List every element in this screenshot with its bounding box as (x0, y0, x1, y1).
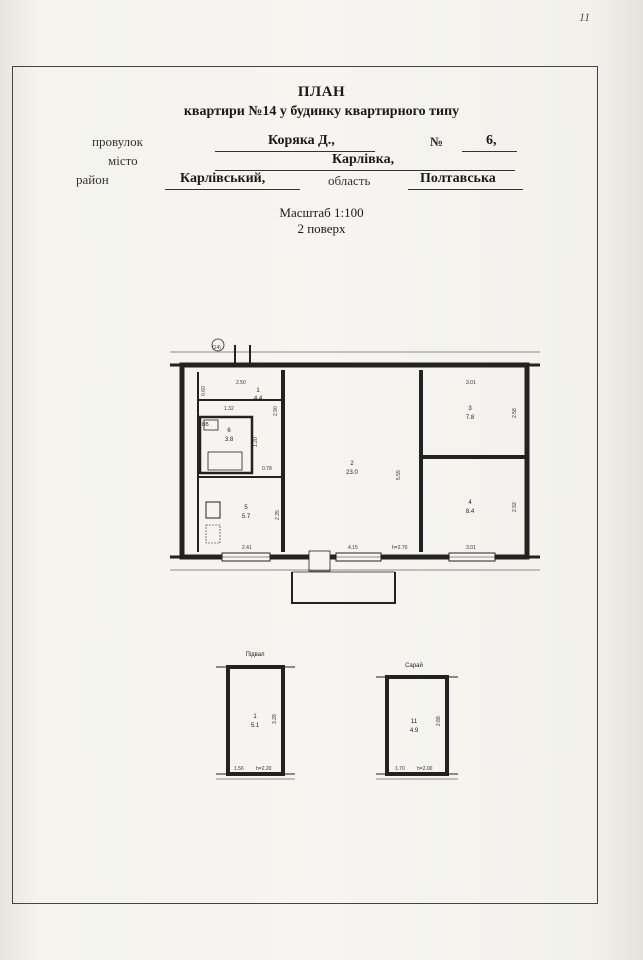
basement-area: 5.1 (250, 723, 260, 729)
number-value: 6, (486, 133, 497, 148)
city-label: місто (108, 153, 138, 168)
basement-plan (216, 652, 295, 779)
room-1-number: 1 (256, 388, 260, 394)
dim-2-58: 2.58 (512, 408, 518, 418)
basement-width: 1.56 (234, 766, 244, 772)
floor-text: 2 поверх (297, 221, 346, 236)
number-label: № (430, 134, 444, 149)
region-label: область (328, 173, 371, 188)
shed-height-h: h=2.00 (417, 766, 433, 772)
shed-plan (376, 662, 458, 779)
dim-3-01-bottom: 3.01 (466, 545, 476, 551)
outer-wall (182, 365, 527, 557)
basement-number: 1 (253, 714, 257, 720)
room-2-area: 23.0 (346, 470, 358, 476)
room-3-number: 3 (468, 406, 472, 412)
room-4-area: 8.4 (465, 509, 475, 515)
page-number: 11 (579, 10, 591, 24)
basement-title: Підвал (245, 652, 265, 658)
room-4-number: 4 (468, 500, 472, 506)
basement-length: 3.28 (272, 714, 278, 724)
room-3-area: 7.8 (465, 415, 475, 421)
region-value: Полтавська (420, 171, 496, 186)
room-6-area: 3.8 (224, 437, 234, 443)
shed-number: 11 (410, 719, 418, 725)
dim-height-main: h=2.70 (392, 545, 408, 551)
room-5-area: 5.7 (241, 514, 251, 520)
shed-width: 1.70 (395, 766, 405, 772)
dim-2-50: 2.50 (236, 380, 246, 386)
dim-0-78: 0.78 (262, 466, 272, 472)
district-value: Карлівський, (180, 171, 266, 186)
basement-height-h: h=2.20 (256, 766, 272, 772)
shed-area: 4.9 (409, 728, 419, 734)
apartment-tag: (14) (212, 345, 221, 351)
room-2-number: 2 (350, 461, 354, 467)
room-6-number: 6 (227, 428, 231, 434)
dim-2-92: 2.92 (512, 502, 518, 512)
dim-1-32: 1.32 (224, 406, 234, 412)
dim-1-20: 1.20 (253, 437, 259, 447)
dim-2-35: 2.35 (275, 510, 281, 520)
dim-3-01-top: 3.01 (466, 380, 476, 386)
shed-title: Сарай (405, 663, 423, 669)
dim-5-55: 5.55 (396, 470, 402, 480)
district-label: район (76, 172, 109, 187)
dim-2-41: 2.41 (242, 545, 252, 551)
room-5-number: 5 (244, 505, 248, 511)
city-value: Карлівка, (332, 152, 395, 167)
scale-text: Масштаб 1:100 (279, 205, 364, 220)
dim-2-90: 2.90 (273, 406, 279, 416)
lane-label: провулок (92, 134, 143, 149)
bath-tag: ВВ (202, 422, 209, 428)
shed-length: 2.88 (436, 716, 442, 726)
lane-value: Коряка Д., (268, 133, 335, 148)
room-1-area: 4.4 (253, 396, 263, 402)
dim-4-15: 4.15 (348, 545, 358, 551)
dim-0-60: 0.60 (201, 386, 207, 396)
document-title: ПЛАН (297, 84, 346, 100)
document-subtitle: квартири №14 у будинку квартирного типу (183, 104, 460, 119)
